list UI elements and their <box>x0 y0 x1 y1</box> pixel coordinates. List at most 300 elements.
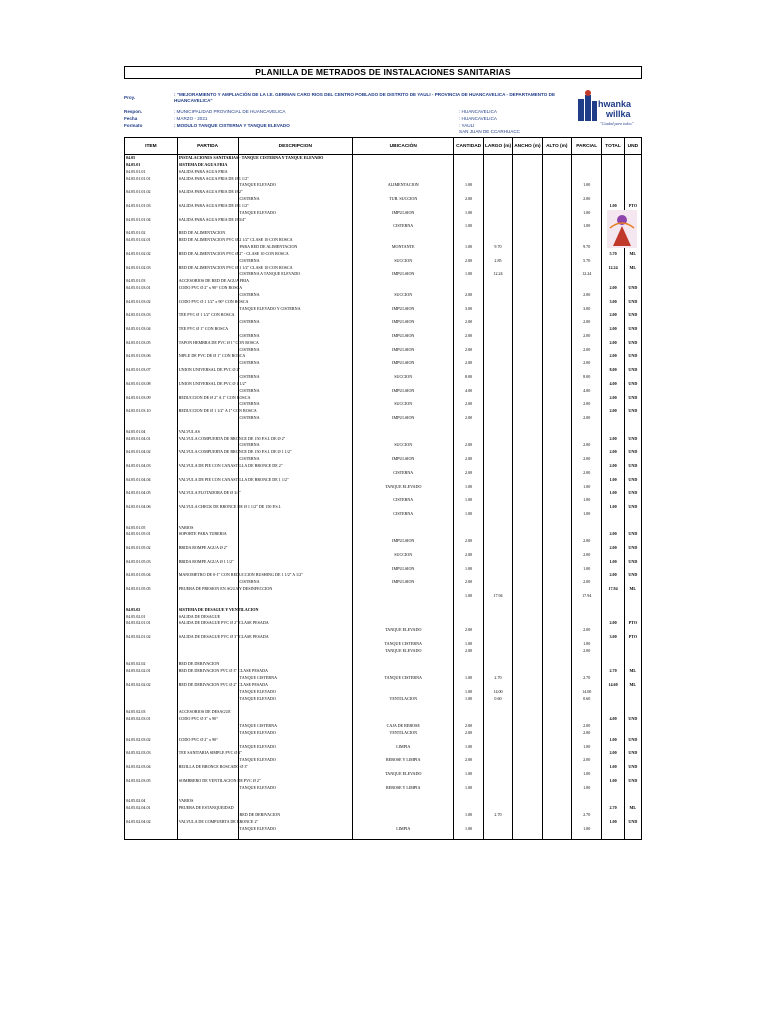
cell-descripcion <box>238 614 353 621</box>
table-row <box>125 545 642 552</box>
cell-parcial: 12.24 <box>571 271 601 278</box>
table-row <box>125 367 642 374</box>
cell-partida <box>177 744 238 751</box>
cell-ubicacion <box>353 189 454 196</box>
cell-parcial <box>571 449 601 456</box>
cell-ancho <box>513 661 542 668</box>
cell-alto <box>542 176 571 183</box>
cell-descripcion <box>238 703 353 710</box>
cell-parcial: 1.00 <box>571 785 601 792</box>
cell-cantidad <box>454 545 483 552</box>
cell-ubicacion <box>353 559 454 566</box>
cell-parcial <box>571 381 601 388</box>
cell-cantidad: 2.00 <box>454 579 483 586</box>
cell-cantidad <box>454 340 483 347</box>
cell-item: 04.05.01.05 <box>125 525 178 532</box>
cell-item: 04.05.01 <box>125 162 178 169</box>
cell-cantidad <box>454 620 483 627</box>
cell-ancho <box>513 353 542 360</box>
cell-descripcion <box>238 798 353 805</box>
cell-partida <box>177 182 238 189</box>
cell-item: 04.05.01.01.02 <box>125 189 178 196</box>
cell-alto <box>542 484 571 491</box>
cell-alto <box>542 278 571 285</box>
cell-und <box>624 709 641 716</box>
cell-item: 04.05.01.02.03 <box>125 265 178 272</box>
cell-partida <box>177 723 238 730</box>
table-row <box>125 620 642 627</box>
cell-ubicacion <box>353 661 454 668</box>
cell-ancho <box>513 395 542 402</box>
cell-ubicacion <box>353 518 454 525</box>
cell-und: UND <box>624 477 641 484</box>
cell-item: 04.05.02 <box>125 607 178 614</box>
cell-partida <box>177 791 238 798</box>
cell-total: 3.00 <box>602 299 624 306</box>
cell-alto <box>542 655 571 662</box>
cell-ubicacion <box>353 798 454 805</box>
cell-und <box>624 258 641 265</box>
cell-partida <box>177 511 238 518</box>
cell-ancho <box>513 538 542 545</box>
cell-ubicacion: SUCCION <box>353 374 454 381</box>
cell-partida: PRUEBA DE ESTANQUEIDAD <box>177 805 238 812</box>
cell-und <box>624 525 641 532</box>
table-row <box>125 203 642 210</box>
table-row <box>125 716 642 723</box>
table-row <box>125 347 642 354</box>
table-row <box>125 538 642 545</box>
cell-cantidad: 2.00 <box>454 627 483 634</box>
cell-largo <box>483 518 512 525</box>
cell-ancho <box>513 463 542 470</box>
cell-total <box>602 655 624 662</box>
cell-partida <box>177 415 238 422</box>
cell-total <box>602 600 624 607</box>
cell-und <box>624 271 641 278</box>
cell-item: 04.05.01.02 <box>125 230 178 237</box>
cell-ubicacion <box>353 285 454 292</box>
cell-item: 04.05.01.01.01 <box>125 176 178 183</box>
cell-und <box>624 538 641 545</box>
cell-total: 2.00 <box>602 312 624 319</box>
cell-descripcion <box>238 716 353 723</box>
cell-descripcion: CISTERNA <box>238 292 353 299</box>
cell-item <box>125 470 178 477</box>
table-row <box>125 771 642 778</box>
cell-alto <box>542 285 571 292</box>
cell-alto <box>542 661 571 668</box>
cell-ancho <box>513 223 542 230</box>
cell-und <box>624 319 641 326</box>
cell-parcial <box>571 285 601 292</box>
table-row <box>125 230 642 237</box>
table-row <box>125 299 642 306</box>
cell-cantidad <box>454 237 483 244</box>
cell-ubicacion <box>353 367 454 374</box>
cell-ubicacion: IMPULSION <box>353 388 454 395</box>
cell-parcial <box>571 265 601 272</box>
cell-alto <box>542 347 571 354</box>
cell-parcial <box>571 634 601 641</box>
cell-largo <box>483 764 512 771</box>
cell-cantidad: 2.00 <box>454 470 483 477</box>
cell-largo <box>483 278 512 285</box>
cell-ancho <box>513 614 542 621</box>
cell-largo <box>483 771 512 778</box>
cell-cantidad <box>454 737 483 744</box>
cell-item <box>125 388 178 395</box>
cell-cantidad: 2.00 <box>454 538 483 545</box>
cell-alto <box>542 675 571 682</box>
cell-descripcion <box>238 805 353 812</box>
cell-item: 04.05.02.04 <box>125 798 178 805</box>
cell-item: 04.05.01.05.04 <box>125 572 178 579</box>
cell-descripcion <box>238 750 353 757</box>
cell-und <box>624 627 641 634</box>
cell-ancho <box>513 607 542 614</box>
cell-ubicacion: IMPULSION <box>353 360 454 367</box>
cell-partida <box>177 497 238 504</box>
cell-ancho <box>513 559 542 566</box>
cell-largo <box>483 723 512 730</box>
table-row <box>125 709 642 716</box>
cell-descripcion <box>238 655 353 662</box>
cell-descripcion <box>238 833 353 840</box>
cell-descripcion: TANQUE ELEVADO <box>238 826 353 833</box>
cell-item: 04.05.02.03 <box>125 709 178 716</box>
cell-ubicacion <box>353 312 454 319</box>
cell-parcial <box>571 525 601 532</box>
cell-total <box>602 271 624 278</box>
cell-descripcion <box>238 593 353 600</box>
cell-item: 04.05.01.05.03 <box>125 559 178 566</box>
cell-alto <box>542 668 571 675</box>
cell-und <box>624 607 641 614</box>
cell-item: 04.05.01.02.01 <box>125 237 178 244</box>
cell-parcial <box>571 600 601 607</box>
cell-largo <box>483 778 512 785</box>
cell-cantidad <box>454 381 483 388</box>
cell-alto <box>542 634 571 641</box>
cell-cantidad: 2.00 <box>454 196 483 203</box>
cell-alto <box>542 627 571 634</box>
cell-cantidad: 2.00 <box>454 552 483 559</box>
cell-partida <box>177 757 238 764</box>
cell-partida: RED DE ALIMENTACION PVC Ø 2 1/2" CLASE 10 CON ROSCA <box>178 237 293 243</box>
sheet-title: PLANILLA DE METRADOS DE INSTALACIONES SANITARIAS <box>124 66 642 79</box>
cell-descripcion <box>238 223 353 230</box>
cell-cantidad: 1.00 <box>454 271 483 278</box>
cell-alto <box>542 764 571 771</box>
region-value: : HUANCAVELICA <box>459 109 497 114</box>
respon-value: : MUNICIPALIDAD PROVINCIAL DE HUANCAVELICA <box>174 109 286 114</box>
cell-alto <box>542 593 571 600</box>
cell-partida: ACCESORIOS DE RED DE AGUA FRIA <box>178 278 250 284</box>
cell-total <box>602 730 624 737</box>
cell-und: UND <box>624 353 641 360</box>
cell-ancho <box>513 169 542 176</box>
cell-descripcion: CISTERNA <box>238 388 353 395</box>
table-row <box>125 155 642 162</box>
cell-ubicacion: IMPULSION <box>353 306 454 313</box>
cell-ubicacion <box>353 819 454 826</box>
cell-alto <box>542 531 571 538</box>
cell-parcial: 1.00 <box>571 744 601 751</box>
cell-und <box>624 497 641 504</box>
cell-parcial <box>571 312 601 319</box>
table-row <box>125 217 642 224</box>
cell-und <box>624 566 641 573</box>
cell-parcial <box>571 477 601 484</box>
cell-largo <box>483 395 512 402</box>
table-row <box>125 306 642 313</box>
cell-descripcion <box>238 648 353 655</box>
cell-total <box>602 791 624 798</box>
cell-item: 04.05.02.01.02 <box>125 634 178 641</box>
cell-largo: 17.94 <box>483 593 512 600</box>
cell-cantidad <box>454 162 483 169</box>
cell-largo <box>483 545 512 552</box>
cell-ancho <box>513 511 542 518</box>
cell-ancho <box>513 189 542 196</box>
cell-item: 04.05.01.03.09 <box>125 395 178 402</box>
cell-ubicacion: CISTERNA <box>353 470 454 477</box>
cell-item <box>125 223 178 230</box>
cell-total <box>602 292 624 299</box>
tank-illustration-icon <box>607 210 637 248</box>
cell-total <box>602 744 624 751</box>
cell-ancho <box>513 703 542 710</box>
cell-largo <box>483 312 512 319</box>
cell-item: 04.05.01.03.06 <box>125 353 178 360</box>
cell-largo <box>483 367 512 374</box>
cell-ancho <box>513 490 542 497</box>
cell-cantidad <box>454 833 483 840</box>
cell-und <box>624 182 641 189</box>
column-header: PARTIDA <box>177 138 238 155</box>
cell-und <box>624 456 641 463</box>
cell-largo: 12.24 <box>483 271 512 278</box>
cell-cantidad: 1.00 <box>454 497 483 504</box>
cell-largo <box>483 620 512 627</box>
cell-item <box>125 401 178 408</box>
cell-partida: REJILLA DE BRONCE ROSCADO Ø 3" <box>178 764 249 770</box>
cell-largo <box>483 422 512 429</box>
cell-ubicacion <box>353 265 454 272</box>
cell-alto <box>542 504 571 511</box>
cell-ubicacion <box>353 408 454 415</box>
cell-alto <box>542 223 571 230</box>
cell-item <box>125 415 178 422</box>
cell-parcial <box>571 559 601 566</box>
cell-ubicacion <box>353 278 454 285</box>
table-row <box>125 292 642 299</box>
cell-total <box>602 552 624 559</box>
cell-largo <box>483 504 512 511</box>
cell-descripcion <box>238 531 353 538</box>
cell-partida <box>177 223 238 230</box>
cell-parcial: 2.70 <box>571 812 601 819</box>
table-row <box>125 579 642 586</box>
cell-ubicacion <box>353 162 454 169</box>
cell-item: 04.05.02.03.03 <box>125 750 178 757</box>
cell-ancho <box>513 374 542 381</box>
table-row <box>125 319 642 326</box>
cell-descripcion <box>238 484 353 491</box>
cell-cantidad <box>454 764 483 771</box>
cell-descripcion: CISTERNA <box>238 579 353 586</box>
cell-alto <box>542 401 571 408</box>
cell-parcial: 2.00 <box>571 415 601 422</box>
cell-parcial: 2.00 <box>571 360 601 367</box>
cell-item <box>125 593 178 600</box>
cell-total <box>602 162 624 169</box>
cell-cantidad: 2.00 <box>454 415 483 422</box>
cell-und <box>624 162 641 169</box>
cell-alto <box>542 614 571 621</box>
cell-cantidad <box>454 716 483 723</box>
cell-alto <box>542 203 571 210</box>
cell-ancho <box>513 477 542 484</box>
cell-partida: CODO PVC Ø 2" x 90° CON ROSCA <box>178 285 243 291</box>
cell-parcial <box>571 176 601 183</box>
cell-item <box>125 771 178 778</box>
cell-parcial <box>571 203 601 210</box>
cell-total <box>602 826 624 833</box>
cell-item: 04.05.01.04 <box>125 429 178 436</box>
table-row <box>125 395 642 402</box>
cell-item: 04.05.01.04.01 <box>125 436 178 443</box>
cell-ubicacion <box>353 326 454 333</box>
cell-partida <box>177 333 238 340</box>
cell-parcial <box>571 833 601 840</box>
cell-largo <box>483 442 512 449</box>
cell-parcial <box>571 490 601 497</box>
cell-und <box>624 292 641 299</box>
cell-parcial: 2.00 <box>571 723 601 730</box>
cell-und <box>624 723 641 730</box>
cell-partida <box>177 730 238 737</box>
cell-total: 1.00 <box>602 819 624 826</box>
cell-partida <box>177 484 238 491</box>
cell-item: 04.05.01.04.03 <box>125 463 178 470</box>
cell-alto <box>542 791 571 798</box>
column-header: UND <box>624 138 641 155</box>
cell-item: 04.05.01.02.02 <box>125 251 178 258</box>
cell-item: 04.05 <box>125 155 178 162</box>
cell-parcial: 8.00 <box>571 374 601 381</box>
cell-ubicacion <box>353 716 454 723</box>
cell-alto <box>542 826 571 833</box>
cell-parcial <box>571 661 601 668</box>
cell-alto <box>542 449 571 456</box>
cell-und <box>624 347 641 354</box>
cell-und: UND <box>624 716 641 723</box>
cell-partida <box>177 347 238 354</box>
cell-ubicacion <box>353 217 454 224</box>
proy-label: Proy. <box>124 95 136 100</box>
table-row <box>125 401 642 408</box>
cell-item <box>125 641 178 648</box>
table-row <box>125 463 642 470</box>
cell-item <box>125 627 178 634</box>
cell-total: 2.00 <box>602 340 624 347</box>
cell-ancho <box>513 730 542 737</box>
cell-ubicacion <box>353 237 454 244</box>
cell-und <box>624 730 641 737</box>
cell-cantidad: 1.00 <box>454 785 483 792</box>
cell-ubicacion <box>353 805 454 812</box>
cell-total <box>602 470 624 477</box>
cell-largo <box>483 217 512 224</box>
table-row <box>125 237 642 244</box>
cell-alto <box>542 744 571 751</box>
cell-item <box>125 566 178 573</box>
cell-ubicacion <box>353 833 454 840</box>
cell-alto <box>542 456 571 463</box>
cell-total: 2.00 <box>602 408 624 415</box>
cell-cantidad: 2.00 <box>454 319 483 326</box>
cell-und: UND <box>624 559 641 566</box>
cell-ubicacion: IMPULSION <box>353 319 454 326</box>
cell-ubicacion <box>353 614 454 621</box>
cell-largo: 2.70 <box>483 675 512 682</box>
cell-largo <box>483 340 512 347</box>
cell-partida: RED DE ALIMENTACION <box>177 230 238 237</box>
cell-partida: SALIDA DE DESAGUE PVC Ø 2" CLASE PESADA <box>178 620 269 626</box>
cell-ubicacion <box>353 381 454 388</box>
cell-total <box>602 723 624 730</box>
cell-ancho <box>513 791 542 798</box>
cell-total <box>602 360 624 367</box>
cell-largo <box>483 333 512 340</box>
cell-largo <box>483 586 512 593</box>
table-row <box>125 415 642 422</box>
cell-total <box>602 689 624 696</box>
cell-descripcion: RED DE DERIVACION <box>238 812 353 819</box>
cell-total <box>602 566 624 573</box>
cell-und: UND <box>624 819 641 826</box>
table-row <box>125 552 642 559</box>
cell-descripcion <box>238 189 353 196</box>
cell-ancho <box>513 805 542 812</box>
cell-und <box>624 470 641 477</box>
cell-und: PTO <box>624 620 641 627</box>
cell-total: 4.00 <box>602 381 624 388</box>
cell-ubicacion: TANQUE ELEVADO <box>353 484 454 491</box>
cell-und <box>624 641 641 648</box>
cell-partida <box>177 593 238 600</box>
cell-descripcion <box>238 791 353 798</box>
cell-descripcion: CISTERNA <box>238 442 353 449</box>
cell-ubicacion: ALIMENTACION <box>353 182 454 189</box>
cell-und: ML <box>624 586 641 593</box>
metrados-sheet <box>124 66 642 840</box>
formato-value: : MODULO TANQUE CISTERNA Y TANQUE ELEVADO <box>174 123 290 128</box>
cell-ubicacion: LIMPIA <box>353 744 454 751</box>
cell-item <box>125 730 178 737</box>
cell-total: 4.00 <box>602 716 624 723</box>
cell-item <box>125 703 178 710</box>
cell-largo <box>483 326 512 333</box>
table-row <box>125 785 642 792</box>
table-row <box>125 682 642 689</box>
cell-ubicacion <box>353 422 454 429</box>
cell-partida <box>177 442 238 449</box>
table-row <box>125 566 642 573</box>
cell-largo <box>483 477 512 484</box>
